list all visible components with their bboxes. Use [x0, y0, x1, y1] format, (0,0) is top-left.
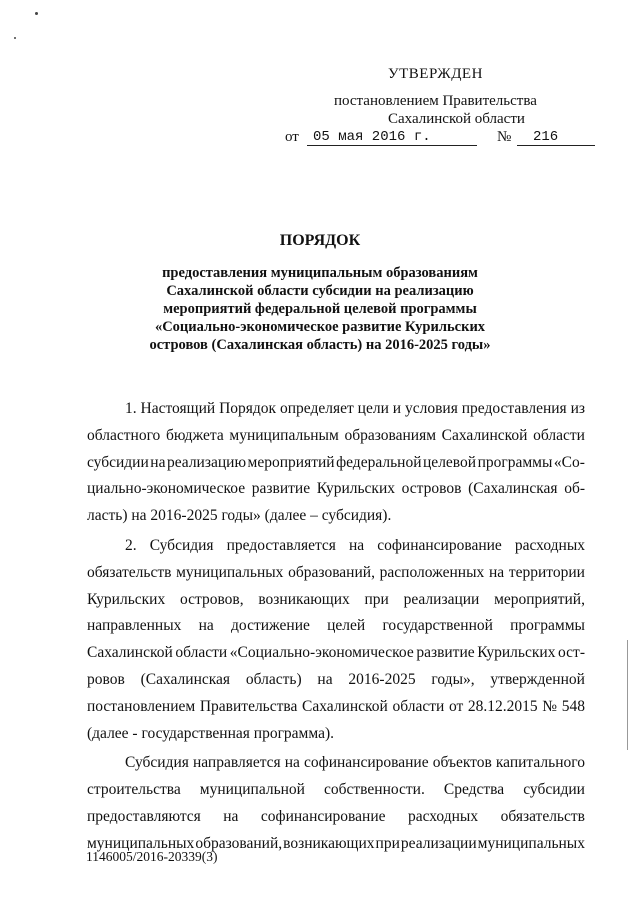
body-line: ласть) на 2016-2025 годы» (далее – субсидия).: [87, 507, 392, 525]
body-line: субсидии на реализацию мероприятий федеральной целевой программы «Со-: [87, 453, 585, 471]
subheading-line: островов (Сахалинская область) на 2016-2025 годы»: [149, 337, 491, 353]
subheading-line: Сахалинской области субсидии на реализацию: [166, 283, 474, 299]
body-line: ровов (Сахалинская область) на 2016-2025 годы», утвержденной: [87, 670, 585, 688]
document-footer-code: 1146005/2016-20339(3): [86, 849, 218, 864]
approval-date: 05 мая 2016 г.: [307, 128, 477, 146]
body-line: направленных на достижение целей государственной программы: [87, 617, 585, 635]
body-line: предоставляются на софинансирование расходных обязательств: [87, 807, 585, 825]
approval-number: 216: [517, 128, 595, 146]
approval-from-label: от: [285, 129, 299, 145]
approval-title: УТВЕРЖДЕН: [388, 66, 483, 82]
body-line: муниципальных образований, возникающих при реализации муниципальных: [87, 834, 585, 852]
approval-line2: Сахалинской области: [388, 111, 525, 127]
body-line: (далее - государственная программа).: [87, 724, 334, 742]
approval-number-label: №: [497, 129, 512, 145]
approval-line1: постановлением Правительства: [334, 93, 537, 109]
subheading-line: мероприятий федеральной целевой программы: [163, 301, 477, 317]
body-line: 1. Настоящий Порядок определяет цели и условия предоставления из: [125, 400, 585, 417]
approval-date-row: [285, 128, 595, 148]
document-heading: ПОРЯДОК: [279, 232, 361, 249]
subheading-line: «Социально-экономическое развитие Курильских: [154, 319, 486, 335]
document-subheading: [60, 264, 580, 354]
body-line: строительства муниципальной собственности. Средства субсидии: [87, 781, 585, 799]
body-line: Субсидия направляется на софинансирование объектов капитального: [125, 754, 585, 772]
body-line: областного бюджета муниципальным образованиям Сахалинской области: [87, 426, 585, 444]
subheading-line: предоставления муниципальным образованиям: [162, 265, 478, 281]
document-body: [87, 396, 585, 858]
scan-speck: [14, 37, 16, 39]
body-line: Сахалинской области «Социально-экономическое развитие Курильских ост-: [87, 644, 585, 662]
body-line: Курильских островов, возникающих при реализации мероприятий,: [87, 590, 585, 608]
body-line: 2. Субсидия предоставляется на софинансирование расходных: [125, 536, 585, 554]
body-line: обязательств муниципальных образований, расположенных на территории: [87, 563, 585, 581]
scan-speck: [35, 12, 38, 15]
body-line: циально-экономическое развитие Курильских островов (Сахалинская об-: [87, 480, 585, 498]
body-line: постановлением Правительства Сахалинской области от 28.12.2015 № 548: [87, 697, 585, 715]
scan-edge-line: [627, 640, 628, 750]
